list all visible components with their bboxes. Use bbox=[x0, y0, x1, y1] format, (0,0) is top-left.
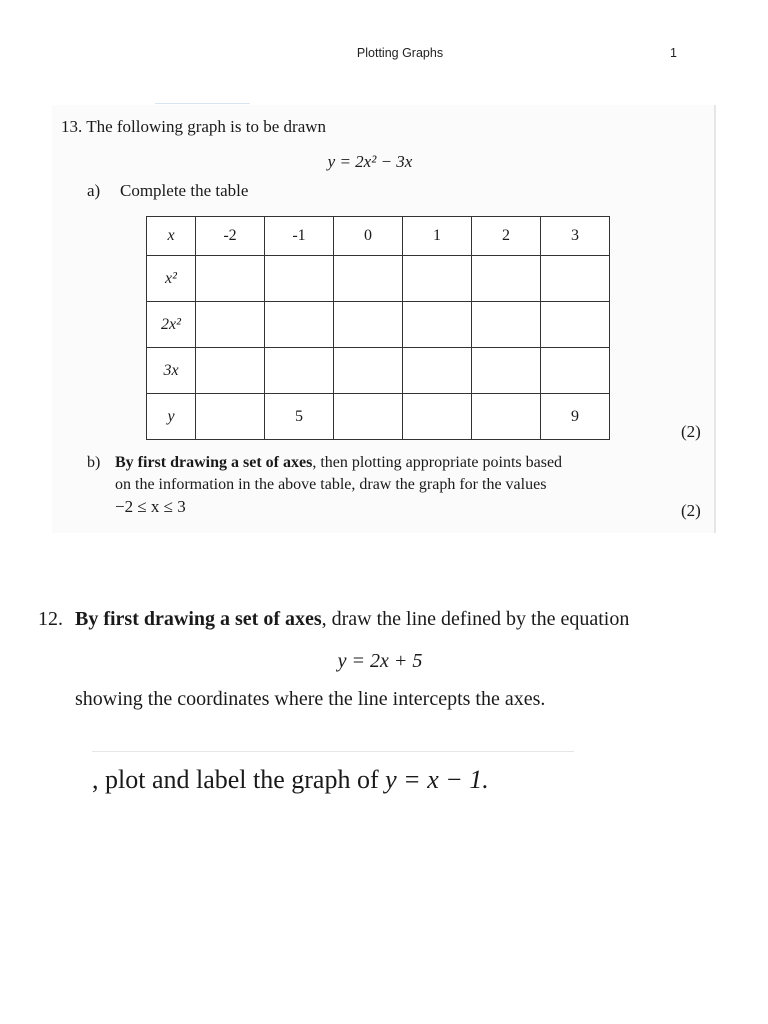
question-12-rest: , draw the line defined by the equation bbox=[321, 608, 630, 630]
page-number: 1 bbox=[670, 46, 677, 60]
table-cell bbox=[196, 394, 265, 440]
row-header: 3x bbox=[147, 348, 196, 394]
table-cell bbox=[472, 394, 541, 440]
table-cell bbox=[196, 348, 265, 394]
table-cell bbox=[265, 302, 334, 348]
table-cell bbox=[403, 256, 472, 302]
table-cell bbox=[472, 256, 541, 302]
page-header-title: Plotting Graphs bbox=[356, 46, 444, 60]
part-b-line-2: on the information in the above table, draw the graph for the values bbox=[115, 476, 547, 493]
x-value-cell: 3 bbox=[541, 217, 610, 256]
table-cell: 5 bbox=[265, 394, 334, 440]
table-cell bbox=[472, 348, 541, 394]
table-cell bbox=[403, 348, 472, 394]
plot-equation: y = x − 1. bbox=[385, 765, 489, 794]
row-header: 2x² bbox=[147, 302, 196, 348]
x-value-cell: 2 bbox=[472, 217, 541, 256]
table-cell bbox=[334, 394, 403, 440]
x-value-cell: -2 bbox=[196, 217, 265, 256]
row-header: x² bbox=[147, 256, 196, 302]
table-cell bbox=[196, 256, 265, 302]
table-row bbox=[147, 302, 610, 348]
divider bbox=[92, 751, 574, 752]
table-row bbox=[147, 256, 610, 302]
question-12-text bbox=[75, 608, 629, 631]
question-12-line-2: showing the coordinates where the line intercepts the axes. bbox=[75, 688, 546, 710]
table-cell bbox=[196, 302, 265, 348]
part-b-letter: b) bbox=[87, 454, 101, 471]
question-13-equation: y = 2x² − 3x bbox=[327, 152, 413, 171]
marks-label: (2) bbox=[681, 501, 701, 520]
part-a-text: Complete the table bbox=[120, 181, 249, 200]
x-value-cell: 1 bbox=[403, 217, 472, 256]
row-header: x bbox=[147, 217, 196, 256]
plot-instruction bbox=[92, 765, 489, 795]
x-value-cell: -1 bbox=[265, 217, 334, 256]
plot-instruction-text: , plot and label the graph of bbox=[92, 765, 379, 794]
table-cell bbox=[403, 302, 472, 348]
table-cell bbox=[541, 256, 610, 302]
table-cell bbox=[265, 348, 334, 394]
table-row bbox=[147, 217, 610, 256]
clipping-edge-line bbox=[155, 103, 250, 104]
table-cell bbox=[334, 348, 403, 394]
part-b-line-1-rest: , then plotting appropriate points based bbox=[312, 454, 563, 471]
question-12-bold: By first drawing a set of axes bbox=[75, 608, 322, 630]
table-cell bbox=[334, 256, 403, 302]
question-12-number: 12. bbox=[38, 608, 63, 630]
table-cell bbox=[472, 302, 541, 348]
table-cell bbox=[403, 394, 472, 440]
part-a-letter: a) bbox=[87, 181, 101, 200]
part-b-line-3: −2 ≤ x ≤ 3 bbox=[115, 497, 186, 516]
part-b-line-1 bbox=[115, 454, 562, 472]
table-cell bbox=[265, 256, 334, 302]
marks-label: (2) bbox=[681, 422, 701, 441]
values-table bbox=[146, 216, 610, 440]
table-cell: 9 bbox=[541, 394, 610, 440]
table-cell bbox=[334, 302, 403, 348]
table-cell bbox=[541, 302, 610, 348]
row-header: y bbox=[147, 394, 196, 440]
question-12-equation: y = 2x + 5 bbox=[337, 650, 423, 672]
question-13-title: 13. The following graph is to be drawn bbox=[61, 117, 327, 136]
part-b-bold: By first drawing a set of axes bbox=[115, 454, 313, 471]
table-row bbox=[147, 394, 610, 440]
x-value-cell: 0 bbox=[334, 217, 403, 256]
table-row bbox=[147, 348, 610, 394]
table-cell bbox=[541, 348, 610, 394]
